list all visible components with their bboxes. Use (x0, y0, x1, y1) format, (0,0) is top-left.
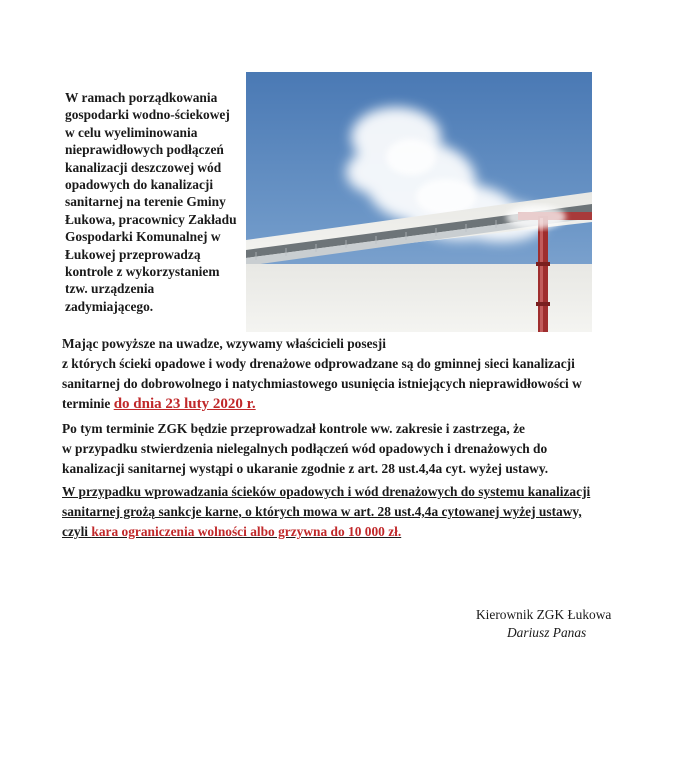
paragraph-line: W przypadku wprowadzania ścieków opadowych i wód drenażowych do systemu kanalizacji (62, 484, 591, 499)
intro-line: zadymiającego. (65, 298, 154, 314)
signature-name: Dariusz Panas (507, 624, 587, 640)
paragraph-line: kanalizacji sanitarnej wystąpi o ukaranie zgodnie z art. 28 ust.4,4a cyt. wyżej ustawy. (62, 461, 549, 476)
intro-line: opadowych do kanalizacji (65, 177, 214, 193)
intro-line: W ramach porządkowania (65, 90, 218, 105)
intro-line: Łukowej przeprowadzą (65, 246, 201, 262)
paragraph-line: sanitarnej grożą sankcje karne, o których mowa w art. 28 ust.4,4a cytowanej wyżej ustawy, (62, 504, 582, 519)
signature-role: Kierownik ZGK Łukowa (476, 607, 612, 622)
paragraph-line: Po tym terminie ZGK będzie przeprowadzał kontrole ww. zakresie i zastrzega, że (62, 421, 525, 436)
intro-line: Łukowa, pracownicy Zakładu (65, 211, 237, 227)
call-to-action-paragraph (62, 334, 582, 414)
paragraph-line (62, 394, 582, 414)
penalty-text: kara ograniczenia wolności albo grzywna do 10 000 zł. (91, 524, 402, 539)
intro-paragraph (65, 89, 245, 315)
paragraph-line: Mając powyższe na uwadze, wzywamy właścicieli posesji (62, 336, 386, 351)
intro-line: nieprawidłowych podłączeń (65, 142, 224, 158)
signature-block (476, 606, 626, 641)
intro-line: Gospodarki Komunalnej w (65, 229, 221, 245)
intro-line: w celu wyeliminowania (65, 124, 198, 140)
intro-line: sanitarnej na terenie Gminy (65, 194, 226, 210)
penalty-paragraph (62, 482, 590, 542)
deadline-prefix: terminie (62, 396, 114, 411)
inspection-paragraph (62, 419, 548, 479)
intro-line: tzw. urządzenia (65, 281, 155, 297)
paragraph-line: sanitarnej do dobrowolnego i natychmiastowego usunięcia istniejących nieprawidłowości w (62, 376, 582, 391)
paragraph-line: w przypadku stwierdzenia nielegalnych podłączeń wód opadowych i drenażowych do (62, 441, 548, 456)
paragraph-line (62, 522, 590, 542)
paragraph-line: z których ścieki opadowe i wody drenażowe odprowadzane są do gminnej sieci kanalizacji (62, 356, 575, 371)
intro-line: kontrole z wykorzystaniem (65, 264, 220, 280)
deadline-date: do dnia 23 luty 2020 r. (113, 396, 256, 412)
intro-line: kanalizacji deszczowej wód (65, 159, 222, 175)
intro-line: gospodarki wodno-ściekowej (65, 107, 230, 123)
penalty-prefix: czyli (62, 524, 92, 539)
smoke-test-photo (246, 72, 592, 332)
